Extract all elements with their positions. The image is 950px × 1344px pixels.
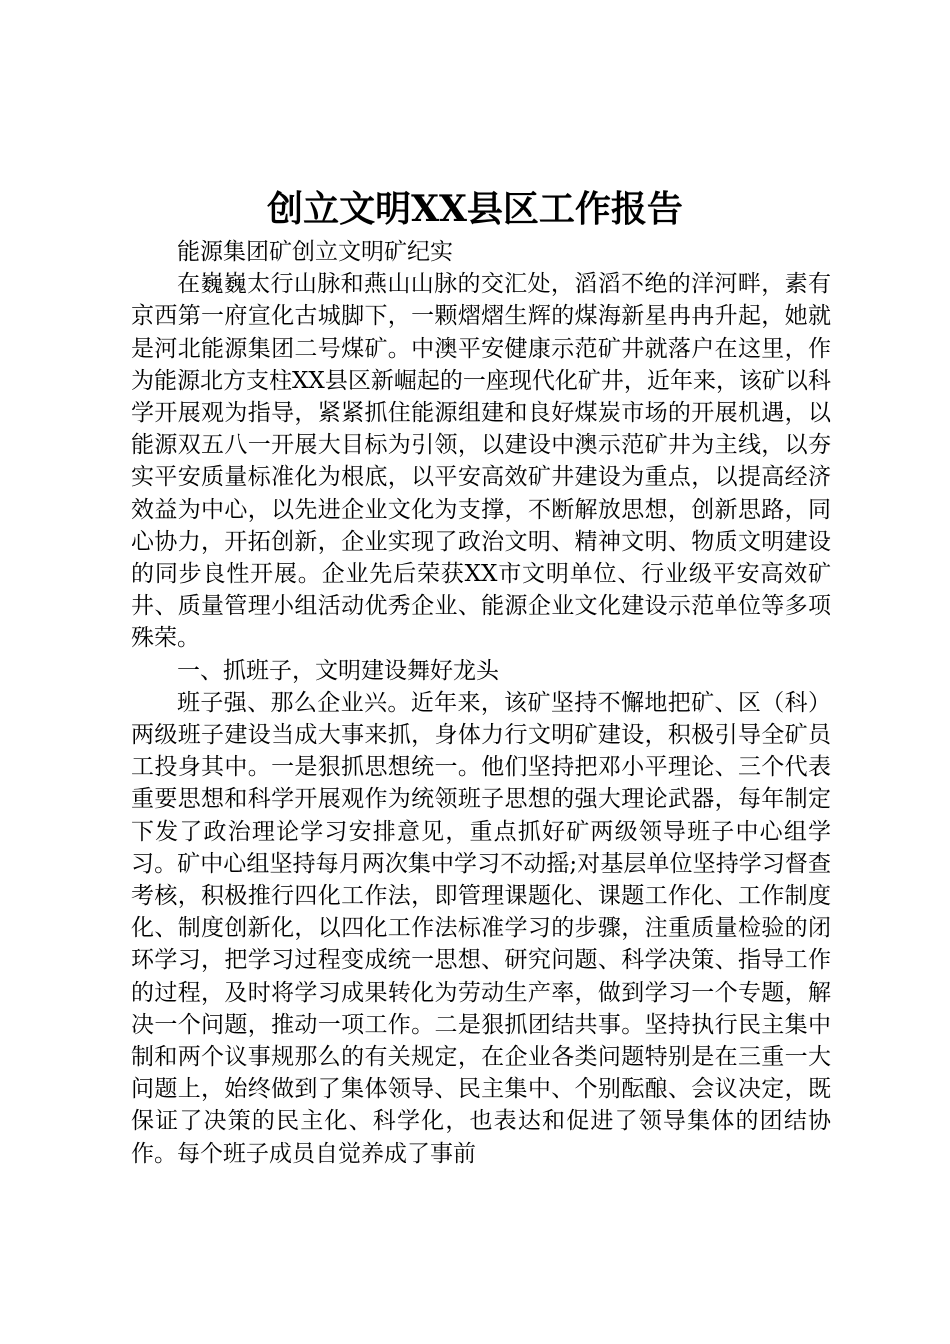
- section-paragraph: 班子强、那么企业兴。近年来，该矿坚持不懈地把矿、区（科）两级班子建设当成大事来抓，身体力行文明矿建设，积极引导全矿员工投身其中。一是狠抓思想统一。他们坚持把邓小平理论、三个代表重要思想和科学开展观作为统领班子思想的强大理论武器，每年制定下发了政治理论学习安排意见，重点抓好矿两级领导班子中心组学习。矿中心组坚持每月两次集中学习不动摇;对基层单位坚持学习督查考核，积极推行四化工作法，即管理课题化、课题工作化、工作制度化、制度创新化，以四化工作法标准学习的步骤，注重质量检验的闭环学习，把学习过程变成统一思想、研究问题、科学决策、指导工作的过程，及时将学习成果转化为劳动生产率，做到学习一个专题，解决一个问题，推动一项工作。二是狠抓团结共事。坚持执行民主集中制和两个议事规那么的有关规定，在企业各类问题特别是在三重一大问题上，始终做到了集体领导、民主集中、个别酝酿、会议决定，既保证了决策的民主化、科学化，也表达和促进了领导集体的团结协作。每个班子成员自觉养成了事前: [131, 689, 831, 1167]
- document-subtitle: 能源集团矿创立文明矿纪实: [177, 239, 453, 265]
- document-title: 创立文明XX县区工作报告: [267, 188, 683, 230]
- intro-paragraph: 在巍巍太行山脉和燕山山脉的交汇处，滔滔不绝的洋河畔，素有京西第一府宣化古城脚下，一颗熠熠生辉的煤海新星冉冉升起，她就是河北能源集团二号煤矿。中澳平安健康示范矿井就落户在这里，作为能源北方支柱XX县区新崛起的一座现代化矿井，近年来，该矿以科学开展观为指导，紧紧抓住能源组建和良好煤炭市场的开展机遇，以能源双五八一开展大目标为引领，以建设中澳示范矿井为主线，以夯实平安质量标准化为根底，以平安高效矿井建设为重点，以提高经济效益为中心，以先进企业文化为支撑，不断解放思想，创新思路，同心协力，开拓创新，企业实现了政治文明、精神文明、物质文明建设的同步良性开展。企业先后荣获XX市文明单位、行业级平安高效矿井、质量管理小组活动优秀企业、能源企业文化建设示范单位等多项殊荣。: [131, 271, 831, 652]
- section-heading: 一、抓班子，文明建设舞好龙头: [177, 657, 499, 684]
- document-body: [131, 236, 831, 1170]
